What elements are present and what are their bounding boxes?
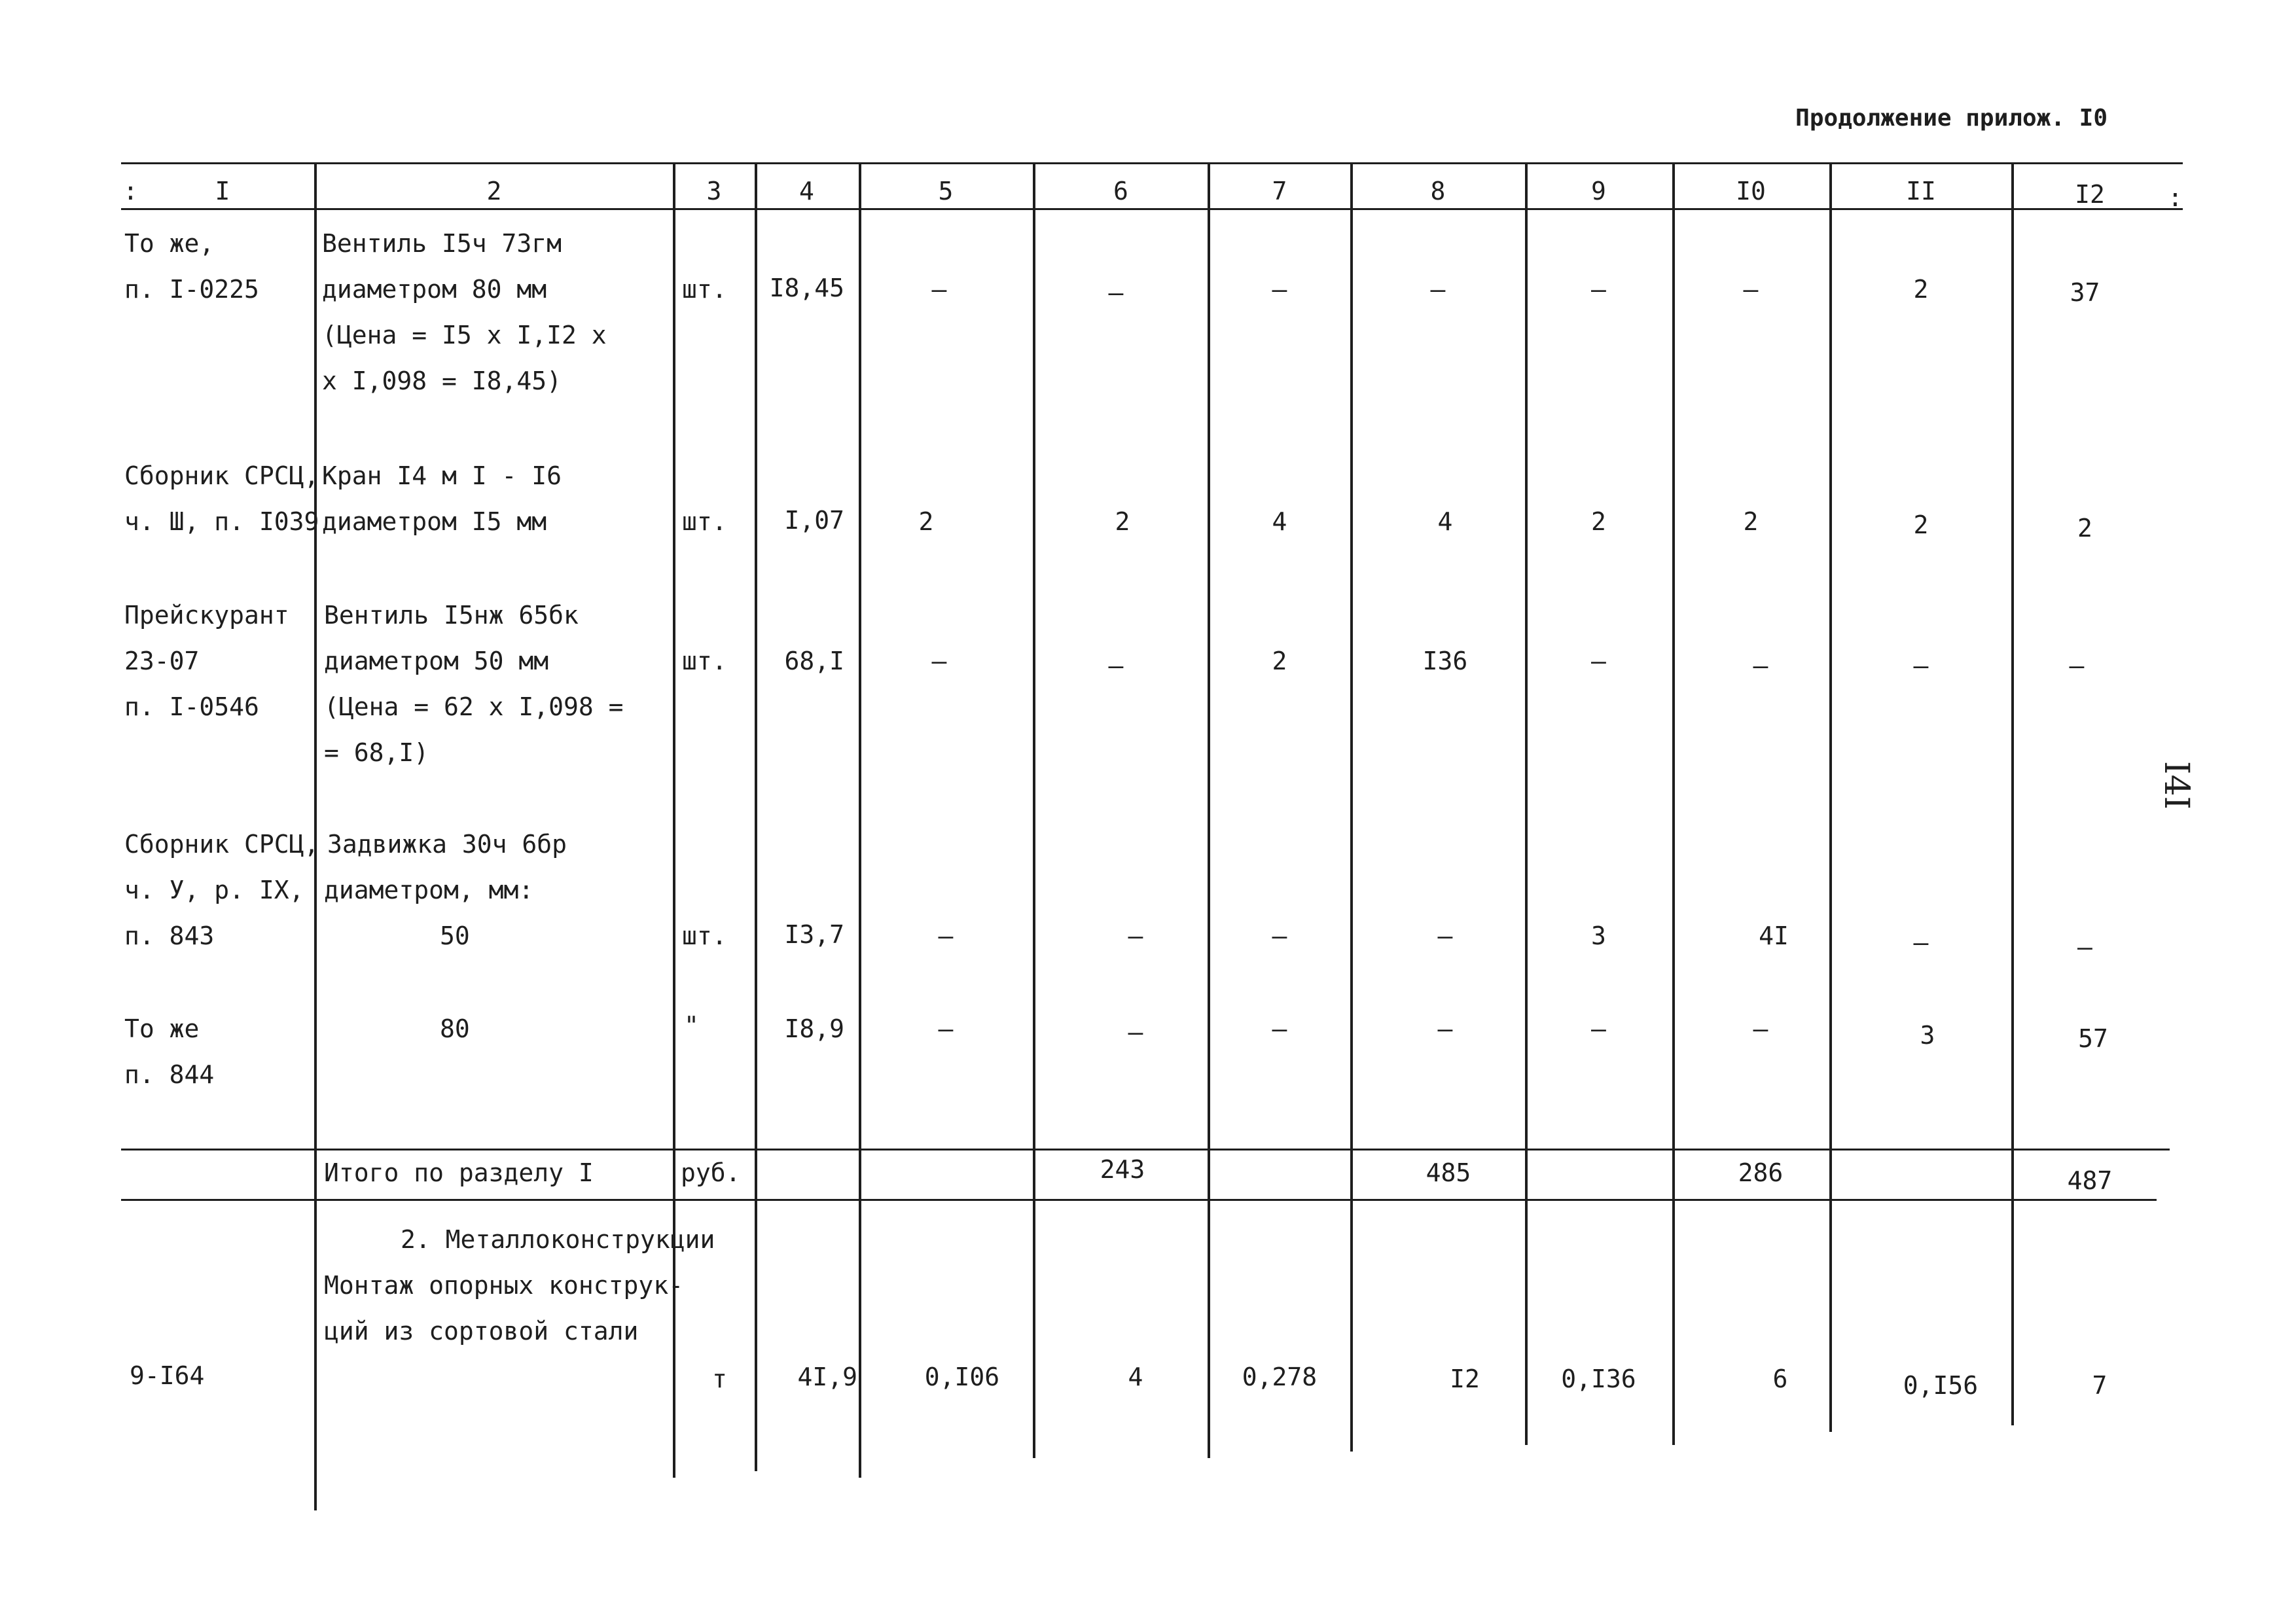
row2-price: I,07 (784, 506, 844, 535)
row1-c7: – (1272, 275, 1287, 304)
row3-c12: – (2069, 651, 2085, 680)
header-colon-left: : (123, 177, 138, 205)
row2-source-line2: ч. Ш, п. I039 (124, 507, 319, 536)
row4-source-line1: Сборник СРСЦ, (124, 830, 319, 859)
row3-name-line1: Вентиль I5нж 65бк (324, 601, 579, 630)
row2-unit: шт. (682, 507, 727, 536)
total-unit: руб. (681, 1158, 741, 1187)
row4-c6: – (1128, 921, 1143, 950)
row3-c7: 2 (1272, 647, 1287, 675)
total-bottom-rule (121, 1199, 2157, 1201)
row5-c6: – (1128, 1018, 1143, 1046)
row5-unit: " (684, 1011, 699, 1040)
col-rule-8 (1525, 162, 1528, 1445)
col-rule-9 (1672, 162, 1675, 1445)
row4-source-line3: п. 843 (124, 921, 215, 950)
row3-unit: шт. (682, 647, 727, 675)
row1-c10: – (1743, 275, 1759, 304)
row2-c8: 4 (1437, 507, 1453, 536)
column-header: 6 (1113, 177, 1128, 205)
row3-name-line2: диаметром 50 мм (324, 647, 549, 675)
column-header: I (215, 177, 230, 205)
row4-name-line1: Задвижка 30ч 6бр (327, 830, 567, 859)
row4-name-line3: 50 (440, 921, 470, 950)
row2-c12: 2 (2077, 514, 2092, 543)
row3-c11: – (1913, 651, 1929, 680)
row1-c6: – (1108, 278, 1124, 307)
column-header: II (1906, 177, 1936, 205)
row3-c9: – (1591, 647, 1606, 675)
row3-c10: – (1753, 651, 1768, 680)
row1-name-line1: Вентиль I5ч 73гм (322, 229, 562, 258)
row4-c7: – (1272, 921, 1287, 950)
col-rule-7 (1350, 162, 1353, 1452)
section2-name-line2: ций из сортовой стали (324, 1317, 639, 1346)
row1-c9: – (1591, 275, 1606, 304)
row1-c8: – (1430, 275, 1446, 304)
row4-c10: 4I (1759, 921, 1789, 950)
section2-heading: 2. Металлоконструкции (401, 1225, 715, 1254)
row4-name-line2: диаметром, мм: (324, 876, 534, 904)
row5-c11: 3 (1920, 1021, 1935, 1050)
row5-c9: – (1591, 1014, 1606, 1043)
row3-c8: I36 (1422, 647, 1468, 675)
row3-name-line3: (Цена = 62 x I,098 = (324, 692, 624, 721)
column-header: 9 (1591, 177, 1606, 205)
row5-source-line1: То же (124, 1014, 200, 1043)
column-header: 7 (1272, 177, 1287, 205)
row2-c9: 2 (1591, 507, 1606, 536)
col-rule-6 (1208, 162, 1210, 1458)
row2-c11: 2 (1913, 510, 1929, 539)
row5-c8: – (1437, 1014, 1453, 1043)
section2-c5: 0,I06 (924, 1363, 1000, 1391)
row3-c6: – (1108, 651, 1124, 680)
row4-c12: – (2077, 933, 2092, 961)
row5-source-line2: п. 844 (124, 1060, 215, 1089)
row1-name-line4: x I,098 = I8,45) (322, 366, 562, 395)
row5-price: I8,9 (784, 1014, 844, 1043)
total-c6: 243 (1100, 1155, 1145, 1184)
row5-c10: – (1753, 1014, 1768, 1043)
section2-c11: 0,I56 (1903, 1371, 1979, 1400)
total-c10: 286 (1738, 1158, 1784, 1187)
row2-c10: 2 (1743, 507, 1759, 536)
column-header: 4 (799, 177, 814, 205)
page-number: I4I (2157, 760, 2196, 810)
col-rule-5 (1033, 162, 1035, 1458)
column-header: I2 (2075, 180, 2105, 209)
row2-name-line2: диаметром I5 мм (322, 507, 547, 536)
row1-unit: шт. (682, 275, 727, 304)
row3-price: 68,I (784, 647, 844, 675)
row1-c5: – (931, 275, 947, 304)
row4-c9: 3 (1591, 921, 1606, 950)
col-rule-10 (1829, 162, 1832, 1432)
row3-name-line4: = 68,I) (324, 738, 429, 767)
row3-source-line2: 23-07 (124, 647, 200, 675)
col-rule-3 (755, 162, 757, 1471)
row5-c12: 57 (2078, 1024, 2108, 1053)
total-c12: 487 (2067, 1166, 2113, 1195)
row4-c8: – (1437, 921, 1453, 950)
row5-name-line1: 80 (440, 1014, 470, 1043)
section2-c6: 4 (1128, 1363, 1143, 1391)
total-top-rule (121, 1149, 2170, 1150)
section2-unit: т (712, 1364, 727, 1393)
row3-c5: – (931, 647, 947, 675)
section2-c10: 6 (1772, 1364, 1788, 1393)
row1-c11: 2 (1913, 275, 1929, 304)
row1-price: I8,45 (769, 274, 844, 302)
row1-c12: 37 (2070, 278, 2100, 307)
col-rule-4 (859, 162, 861, 1478)
row1-name-line3: (Цена = I5 x I,I2 x (322, 321, 607, 349)
row3-source-line3: п. I-0546 (124, 692, 259, 721)
header-colon-right: : (2168, 183, 2183, 212)
row4-price: I3,7 (784, 920, 844, 949)
row2-c6: 2 (1115, 507, 1130, 536)
row5-c5: – (938, 1014, 954, 1043)
column-header: 3 (706, 177, 722, 205)
continuation-note: Продолжение прилож. I0 (1795, 105, 2108, 132)
row5-c7: – (1272, 1014, 1287, 1043)
row1-name-line2: диаметром 80 мм (322, 275, 547, 304)
col-rule-11 (2011, 162, 2014, 1425)
section2-c7: 0,278 (1242, 1363, 1318, 1391)
row2-source-line1: Сборник СРСЦ, (124, 461, 319, 490)
total-label: Итого по разделу I (324, 1158, 594, 1187)
row1-source-line1: То же, (124, 229, 215, 258)
total-c8: 485 (1426, 1158, 1471, 1187)
column-header: 2 (486, 177, 502, 205)
section2-c12: 7 (2092, 1371, 2108, 1400)
section2-price: 4I,9 (797, 1363, 857, 1391)
column-header: 5 (938, 177, 954, 205)
row4-source-line2: ч. У, р. IX, (124, 876, 304, 904)
column-header: I0 (1736, 177, 1766, 205)
section2-c8: I2 (1450, 1364, 1480, 1393)
header-bottom-rule (121, 208, 2183, 210)
table-top-rule (121, 162, 2183, 164)
section2-c9: 0,I36 (1561, 1364, 1636, 1393)
row4-c11: – (1913, 928, 1929, 957)
column-header: 8 (1430, 177, 1446, 205)
row3-source-line1: Прейскурант (124, 601, 289, 630)
row4-c5: – (938, 921, 954, 950)
row1-source-line2: п. I-0225 (124, 275, 259, 304)
section2-name-line1: Монтаж опорных конструк- (324, 1271, 684, 1300)
row2-c5: 2 (918, 507, 934, 536)
row2-c7: 4 (1272, 507, 1287, 536)
section2-source: 9-I64 (130, 1361, 205, 1390)
row2-name-line1: Кран I4 м I - I6 (322, 461, 562, 490)
row4-unit: шт. (682, 921, 727, 950)
